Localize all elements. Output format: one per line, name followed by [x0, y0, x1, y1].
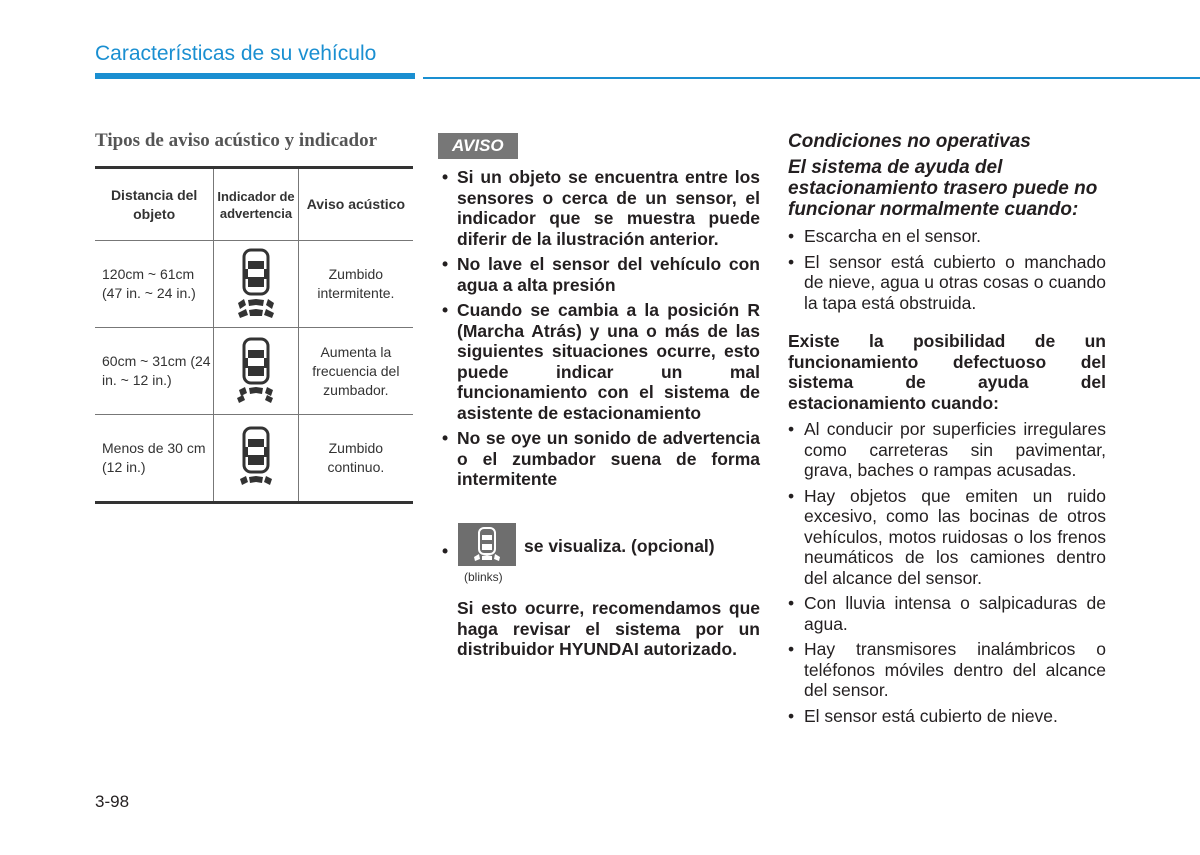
page-header-title: Características de su vehículo — [95, 42, 377, 65]
icon-caption: (blinks) — [464, 570, 503, 584]
conditions-heading: Condiciones no operativas — [788, 131, 1031, 152]
distance-cell: 120cm ~ 61cm (47 in. ~ 24 in.) — [102, 266, 196, 301]
indicator-cell — [213, 328, 298, 414]
header-rule-thin — [423, 77, 1200, 79]
car-rear-sensor-near-icon — [234, 425, 278, 491]
notice-column — [438, 133, 760, 659]
warning-types-table — [95, 166, 413, 504]
list-item: • Hay transmisores inalámbricos o teléfonos móviles dentro del alcance del sensor. — [788, 639, 1106, 701]
table-row — [95, 328, 413, 415]
bullet-glyph: • — [442, 541, 449, 561]
notice-badge: AVISO — [438, 133, 518, 159]
conditions-subheading: El sistema de ayuda del estacionamiento trasero puede no funcionar normalmente cuando: — [788, 157, 1098, 220]
notice-list — [438, 167, 760, 490]
list-item: • No se oye un sonido de advertencia o el zumbador suena de forma intermitente — [438, 428, 760, 490]
malfunction-heading: Existe la posibilidad de un funcionamiento defectuoso del sistema de ayuda del estacionamiento cuando: — [788, 331, 1106, 413]
conditions-column — [788, 131, 1106, 731]
distance-cell: Menos de 30 cm (12 in.) — [102, 440, 206, 475]
distance-cell: 60cm ~ 31cm (24 in. ~ 12 in.) — [102, 353, 211, 388]
sound-cell: Zumbido intermitente. — [317, 266, 395, 301]
table-section-title: Tipos de aviso acústico y indicador — [95, 130, 378, 151]
table-header-row — [95, 169, 413, 241]
table-row — [95, 415, 413, 501]
indicator-display-item — [438, 523, 760, 585]
icon-description: se visualiza. (opcional) — [524, 536, 715, 556]
list-item: • Con lluvia intensa o salpicaduras de agua. — [788, 593, 1106, 634]
car-rear-sensor-mid-icon — [234, 336, 278, 406]
table-row — [95, 241, 413, 328]
list-item: • Escarcha en el sensor. — [788, 226, 1106, 247]
car-rear-sensor-far-icon — [234, 247, 278, 321]
table-bottom-rule — [95, 501, 413, 504]
list-item: • El sensor está cubierto de nieve. — [788, 706, 1106, 727]
column-header-distance: Distancia del objeto — [110, 186, 198, 222]
recommendation-text: Si esto ocurre, recomendamos que haga revisar el sistema por un distribuidor HYUNDAI autorizado. — [457, 598, 760, 659]
list-item: • Hay objetos que emiten un ruido excesivo, como las bocinas de otros vehículos, motos ruidosas o los frenos neumáticos de los camiones dentro del alcance del sensor. — [788, 486, 1106, 589]
sound-cell: Aumenta la frecuencia del zumbador. — [312, 343, 400, 398]
conditions-list — [788, 226, 1106, 313]
list-item: • No lave el sensor del vehículo con agua a alta presión — [438, 254, 760, 295]
page-number: 3-98 — [95, 792, 130, 811]
indicator-cell — [213, 241, 298, 327]
header-rule-thick — [95, 73, 415, 79]
list-item: • Al conducir por superficies irregulares como carreteras sin pavimentar, grava, baches o rampas acusadas. — [788, 419, 1106, 481]
list-item: • Si un objeto se encuentra entre los sensores o cerca de un sensor, el indicador que se muestra puede diferir de la ilustración anterior. — [438, 167, 760, 249]
column-header-sound: Aviso acústico — [306, 196, 405, 212]
parking-indicator-blinks-icon — [458, 523, 516, 566]
list-item: • El sensor está cubierto o manchado de nieve, agua u otras cosas o cuando la tapa está obstruida. — [788, 252, 1106, 314]
indicator-cell — [213, 415, 298, 501]
column-header-indicator: Indicador de advertencia — [213, 169, 298, 240]
list-item: • Cuando se cambia a la posición R (Marcha Atrás) y una o más de las siguientes situaciones ocurre, esto puede indicar un mal funcionamiento con el sistema de asistente de estacionamiento — [438, 300, 760, 423]
malfunction-list — [788, 419, 1106, 726]
sound-cell: Zumbido continuo. — [327, 440, 385, 475]
